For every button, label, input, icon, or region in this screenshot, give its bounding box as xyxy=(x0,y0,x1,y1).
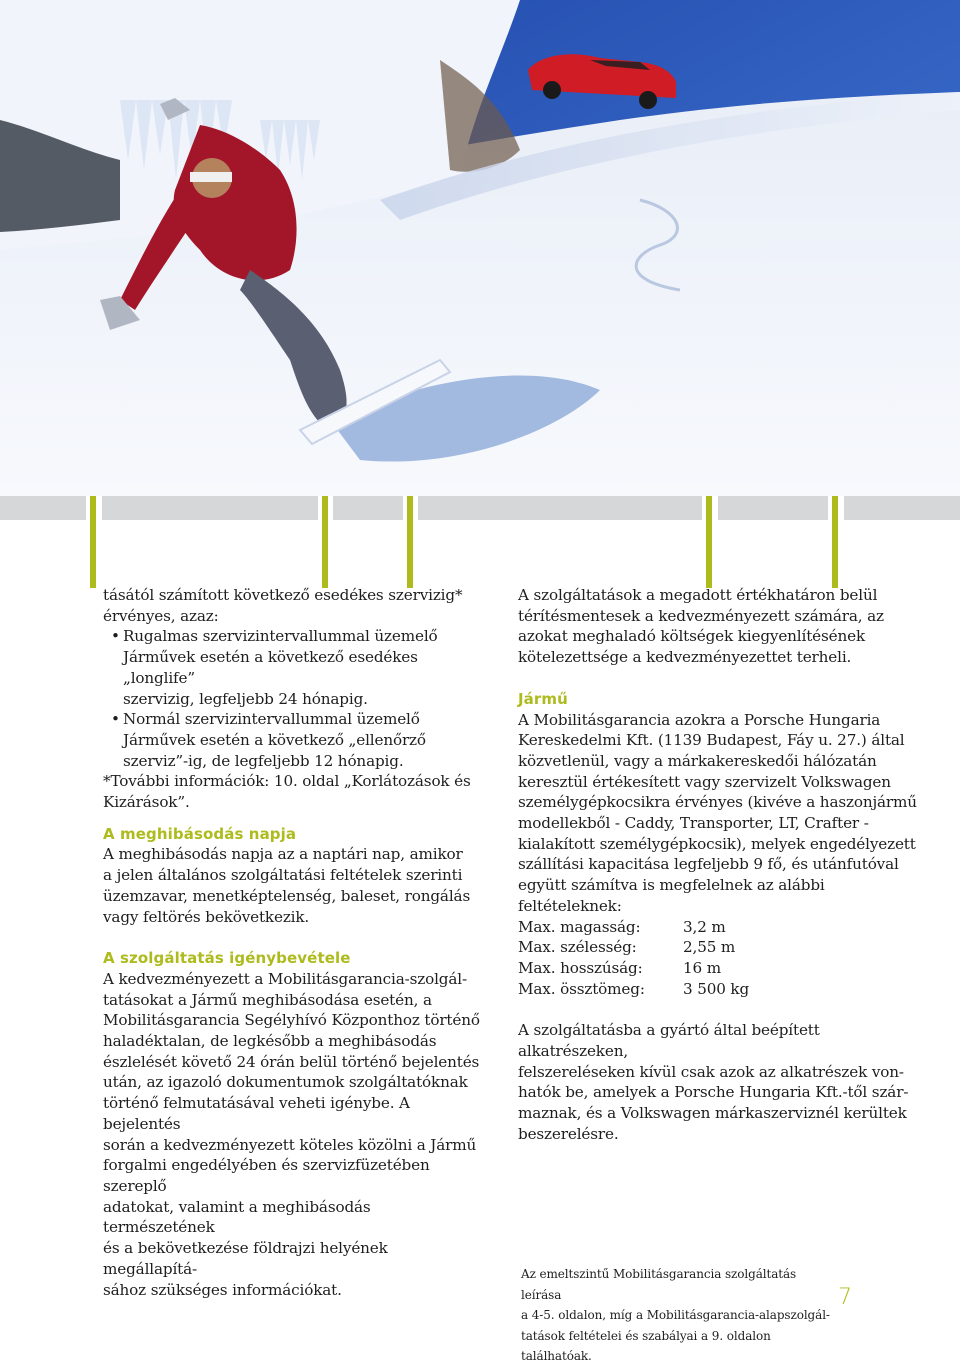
bullet-line: Járművek esetén a következő esedékes „longlife” xyxy=(123,648,418,687)
body-line: keresztül értékesített vagy szervizelt Volkswagen xyxy=(518,772,891,791)
note-line: Kizárások”. xyxy=(103,793,190,812)
body-line: során a kedvezményezett köteles közölni a Jármű xyxy=(103,1135,477,1154)
note-line: *További információk: 10. oldal „Korlátozások és xyxy=(103,772,471,791)
footnote xyxy=(521,1264,836,1367)
body-line: adatokat, valamint a meghibásodás természetének xyxy=(103,1197,371,1237)
section-title: Jármű xyxy=(518,689,568,708)
body-line: személygépkocsikra érvényes (kivéve a haszonjármű xyxy=(518,793,917,812)
page-number: 7 xyxy=(838,1285,852,1310)
spec-row xyxy=(518,937,918,958)
spec-label: Max. magasság: xyxy=(518,917,641,936)
footnote-line: tatások feltételei és szabályai a 9. oldalon találhatóak. xyxy=(521,1328,771,1363)
strip-bar xyxy=(0,496,86,520)
spec-label: Max. össztömeg: xyxy=(518,979,645,998)
strip-bar xyxy=(718,496,828,520)
section-title: A meghibásodás napja xyxy=(103,824,297,843)
bullet-line: Normál szervizintervallummal üzemelő xyxy=(123,710,420,729)
body-line: észlelését követő 24 órán belül történő bejelentés xyxy=(103,1052,480,1071)
accent-tick xyxy=(832,496,838,588)
spec-value: 3,2 m xyxy=(683,917,726,936)
intro-line: tásától számított következő esedékes szervizig* xyxy=(103,586,463,604)
spec-value: 2,55 m xyxy=(683,938,736,957)
accent-tick xyxy=(706,496,712,588)
footnote-line: a 4-5. oldalon, míg a Mobilitásgarancia-alapszolgál- xyxy=(521,1308,830,1322)
body-line: vagy feltörés bekövetkezik. xyxy=(103,907,310,926)
spec-label: Max. hosszúság: xyxy=(518,958,643,977)
left-text-column xyxy=(103,585,483,1300)
body-line: kialakított személygépkocsik), melyek engedélyezett xyxy=(518,834,916,853)
bullet-dot-icon: • xyxy=(111,627,120,646)
body-line: A Mobilitásgarancia azokra a Porsche Hungaria xyxy=(518,710,881,729)
body-line: szállítási kapacitása legfeljebb 9 fő, és utánfutóval xyxy=(518,855,899,874)
body-line: térítésmentesek a kedvezményezett számára, az xyxy=(518,606,884,625)
spec-label: Max. szélesség: xyxy=(518,938,637,957)
strip-bar xyxy=(844,496,960,520)
body-line: együtt számítva is megfelelnek az alábbi feltételeknek: xyxy=(518,876,825,915)
strip-bar xyxy=(333,496,403,520)
bullet-line: szerviz”-ig, de legfeljebb 12 hónapig. xyxy=(123,751,404,770)
accent-tick xyxy=(322,496,328,588)
spec-row xyxy=(518,917,918,938)
strip-bar xyxy=(418,496,702,520)
snowboard-scene-illustration xyxy=(0,0,960,496)
body-line: kötelezettsége a kedvezményezettet terheli. xyxy=(518,648,852,667)
hero-photo xyxy=(0,0,960,496)
bullet-line: Rugalmas szervizintervallummal üzemelő xyxy=(123,627,438,646)
strip-bar xyxy=(102,496,318,520)
body-line: közvetlenül, vagy a márkakereskedői hálózatán xyxy=(518,751,877,770)
body-line: üzemzavar, menetképtelenség, baleset, rongálás xyxy=(103,886,471,905)
body-line: felszereléseken kívül csak azok az alkatrészek von- xyxy=(518,1062,904,1081)
intro-line: érvényes, azaz: xyxy=(103,606,219,625)
spec-value: 3 500 kg xyxy=(683,979,750,998)
right-text-column xyxy=(518,585,918,1145)
spec-row xyxy=(518,958,918,979)
section-title: A szolgáltatás igénybevétele xyxy=(103,949,351,968)
bullet-line: Járművek esetén a következő „ellenőrző xyxy=(123,730,426,749)
body-line: Kereskedelmi Kft. (1139 Budapest, Fáy u. 27.) által xyxy=(518,731,905,750)
body-line: Mobilitásgarancia Segélyhívó Központhoz történő xyxy=(103,1011,480,1030)
body-line: beszerelésre. xyxy=(518,1124,619,1143)
body-line: A szolgáltatásba a gyártó által beépített alkatrészeken, xyxy=(518,1021,820,1061)
body-line: A kedvezményezett a Mobilitásgarancia-szolgál- xyxy=(103,969,467,988)
body-line: azokat meghaladó költségek kiegyenlítésének xyxy=(518,627,866,646)
body-line: történő felmutatásával veheti igénybe. A bejelentés xyxy=(103,1094,410,1133)
body-line: forgalmi engedélyében és szervizfüzetében szereplő xyxy=(103,1156,430,1195)
body-line: tatásokat a Jármű meghibásodása esetén, a xyxy=(103,990,432,1009)
body-line: modellekből - Caddy, Transporter, LT, Crafter - xyxy=(518,814,869,833)
body-line: hatók be, amelyek a Porsche Hungaria Kft.-től szár- xyxy=(518,1083,909,1102)
footnote-line: Az emeltszintű Mobilitásgarancia szolgáltatás leírása xyxy=(521,1267,797,1302)
bullet-item xyxy=(103,709,483,771)
spec-value: 16 m xyxy=(683,958,721,977)
body-line: A meghibásodás napja az a naptári nap, amikor xyxy=(103,845,463,864)
body-line: A szolgáltatások a megadott értékhatáron belül xyxy=(518,586,878,604)
body-line: maznak, és a Volkswagen márkaszerviznél kerültek xyxy=(518,1104,907,1123)
bullet-item xyxy=(103,626,483,709)
body-line: haladéktalan, de legkésőbb a meghibásodás xyxy=(103,1032,437,1051)
bullet-line: szervizig, legfeljebb 24 hónapig. xyxy=(123,689,368,708)
accent-tick xyxy=(90,496,96,588)
accent-tick xyxy=(407,496,413,588)
spec-row xyxy=(518,979,918,1000)
body-line: a jelen általános szolgáltatási feltételek szerinti xyxy=(103,866,463,885)
body-line: és a bekövetkezése földrajzi helyének megállapítá- xyxy=(103,1239,388,1278)
bullet-dot-icon: • xyxy=(111,710,120,729)
section-divider-strip xyxy=(0,496,960,588)
body-line: után, az igazoló dokumentumok szolgáltatóknak xyxy=(103,1073,468,1092)
body-line: sához szükséges információkat. xyxy=(103,1280,342,1299)
